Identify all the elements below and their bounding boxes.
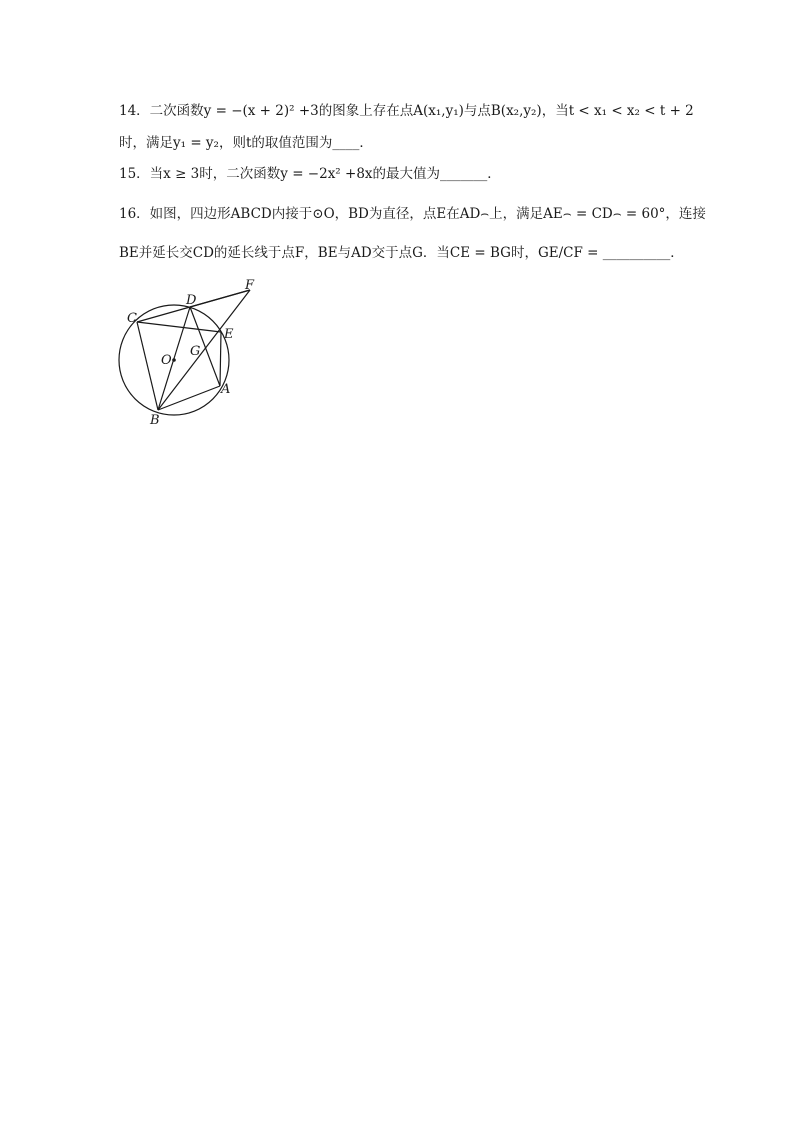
label-g: G	[190, 344, 201, 359]
label-f: F	[245, 278, 255, 293]
question-15-line-1: 15．当x ≥ 3时，二次函数y = −2x² +8x的最大值为_______．	[119, 166, 501, 182]
geometry-figure	[110, 280, 270, 430]
label-e: E	[224, 327, 234, 342]
segment-df	[190, 290, 250, 307]
question-16-line-1: 16．如图，四边形ABCD内接于⊙O，BD为直径，点E在AD⌢上，满足AE⌢ = CD⌢ = 60°，连接	[119, 206, 706, 222]
label-o: O	[161, 353, 172, 368]
segment-ae	[220, 332, 221, 386]
label-c: C	[127, 311, 137, 326]
center-point-o	[172, 358, 176, 362]
circle-diagram	[110, 280, 270, 430]
segment-cb	[137, 322, 158, 410]
question-14-line-2: 时，满足y₁ = y₂，则t的取值范围为____．	[119, 135, 373, 151]
label-d: D	[186, 293, 197, 308]
segment-ce	[137, 322, 221, 332]
label-b: B	[150, 413, 160, 428]
question-14-line-1: 14．二次函数y = −(x + 2)² +3的图象上存在点A(x₁,y₁)与点B(x₂,y₂)，当t < x₁ < x₂ < t + 2	[119, 103, 694, 119]
question-16-line-2: BE并延长交CD的延长线于点F，BE与AD交于点G．当CE = BG时，GE/CF = __________．	[119, 245, 684, 261]
label-a: A	[221, 382, 231, 397]
